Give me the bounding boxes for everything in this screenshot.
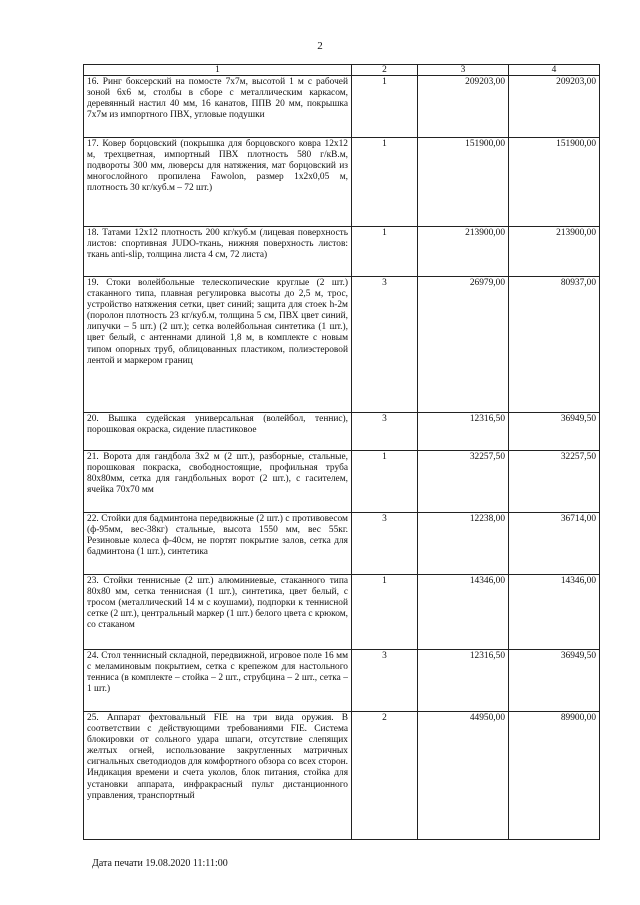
item-total: 32257,50 <box>509 451 600 513</box>
item-description: 17. Ковер борцовский (покрышка для борцовского ковра 12х12 м, трехцветная, импортный ПВХ плотность 580 г/кВ.м, подвороты 300 мм, люверсы для натяжения, мат борцовский из многослойного пропилена Fawolon, размер 1х2х0,05 м, плотность 30 кг/куб.м – 72 шт.) <box>84 138 352 227</box>
table-row <box>84 227 600 277</box>
item-unit-price: 32257,50 <box>418 451 509 513</box>
item-quantity: 3 <box>352 277 418 413</box>
item-description: 20. Вышка судейская универсальная (волейбол, теннис), порошковая окраска, сидение пластиковое <box>84 413 352 451</box>
print-date: Дата печати 19.08.2020 11:11:00 <box>92 858 228 869</box>
item-quantity: 1 <box>352 575 418 650</box>
item-quantity: 3 <box>352 650 418 712</box>
item-description: 23. Стойки теннисные (2 шт.) алюминиевые, стаканного типа 80х80 мм, сетка теннисная (1 шт.), синтетика, цвет белый, с тросом (металлический 14 м с коушами), подпорки к теннисной сетке (2 шт.), центральный маркер (1 шт.) белого цвета с крюком, со стаканом <box>84 575 352 650</box>
item-unit-price: 151900,00 <box>418 138 509 227</box>
item-unit-price: 12316,50 <box>418 650 509 712</box>
column-header: 4 <box>509 65 600 76</box>
table-header-row <box>84 65 600 76</box>
table-row <box>84 513 600 575</box>
table-row <box>84 575 600 650</box>
item-description: 24. Стол теннисный складной, передвижной, игровое поле 16 мм с меламиновым покрытием, сетка с крепежом для настольного тенниса (в комплекте – стойка – 2 шт., струбцина – 2 шт., сетка – 1 шт.) <box>84 650 352 712</box>
item-description: 22. Стойки для бадминтона передвижные (2 шт.) с противовесом (ф-95мм, вес-38кг) стальные, высота 1550 мм, вес 55кг. Резиновые колеса ф-40см, не портят покрытие залов, сетка для бадминтона (1 шт.), синтетика <box>84 513 352 575</box>
item-total: 213900,00 <box>509 227 600 277</box>
item-unit-price: 213900,00 <box>418 227 509 277</box>
item-description: 18. Татами 12х12 плотность 200 кг/куб.м (лицевая поверхность листов: спортивная JUDO-ткань, нижняя поверхность листов: ткань anti-slip, толщина листа 4 см, 72 листа) <box>84 227 352 277</box>
item-description: 21. Ворота для гандбола 3х2 м (2 шт.), разборные, стальные, порошковая покраска, свободностоящие, профильная труба 80х80мм, сетка для гандбольных ворот (2 шт.), с гасителем, ячейка 70х70 мм <box>84 451 352 513</box>
item-unit-price: 12238,00 <box>418 513 509 575</box>
item-total: 36949,50 <box>509 650 600 712</box>
table-row <box>84 650 600 712</box>
item-quantity: 1 <box>352 451 418 513</box>
item-quantity: 1 <box>352 138 418 227</box>
column-header: 2 <box>352 65 418 76</box>
table-row <box>84 277 600 413</box>
table-row <box>84 451 600 513</box>
item-quantity: 3 <box>352 413 418 451</box>
item-quantity: 1 <box>352 227 418 277</box>
item-unit-price: 26979,00 <box>418 277 509 413</box>
item-total: 36714,00 <box>509 513 600 575</box>
item-total: 80937,00 <box>509 277 600 413</box>
table-row <box>84 138 600 227</box>
item-quantity: 1 <box>352 76 418 138</box>
item-total: 14346,00 <box>509 575 600 650</box>
table-row <box>84 76 600 138</box>
item-unit-price: 44950,00 <box>418 712 509 840</box>
item-description: 16. Ринг боксерский на помосте 7х7м, высотой 1 м с рабочей зоной 6х6 м, столбы в сборе с металлическим каркасом, деревянный настил 40 мм, 16 канатов, ППВ 20 мм, покрышка 7х7м из импортного ПВХ, угловые подушки <box>84 76 352 138</box>
item-unit-price: 12316,50 <box>418 413 509 451</box>
item-unit-price: 14346,00 <box>418 575 509 650</box>
item-total: 36949,50 <box>509 413 600 451</box>
item-quantity: 2 <box>352 712 418 840</box>
item-unit-price: 209203,00 <box>418 76 509 138</box>
table-row <box>84 712 600 840</box>
item-description: 19. Стоки волейбольные телескопические круглые (2 шт.) стаканного типа, плавная регулировка высоты до 2,5 м, трос, устройство натяжения сетки, цвет синий; защита для стоек h-2м (поролон плотность 23 кг/куб.м, толщина 5 см, ПВХ цвет синий, липучки – 5 шт.) (2 шт.); сетка волейбольная синтетика (1 шт.), цвет белый, с антеннами длиной 1,8 м, в комплекте с новым типом опорных труб, облицованных пластиком, полиэстеровой лентой и маркером границ <box>84 277 352 413</box>
item-total: 89900,00 <box>509 712 600 840</box>
item-description: 25. Аппарат фехтовальный FIE на три вида оружия. В соответствии с действующими требованиями FIE. Система блокировки от сольного удара шпаги, отсутствие слепящих желтых огней, использование закругленных матричных сигнальных светодиодов для комфортного обзора со всех сторон. Индикация времени и счета уколов, блок питания, стойка для установки аппарата, инфракрасный пульт дистанционного управления, транспортный <box>84 712 352 840</box>
equipment-table <box>83 64 600 840</box>
item-quantity: 3 <box>352 513 418 575</box>
item-total: 209203,00 <box>509 76 600 138</box>
page-number: 2 <box>317 40 323 52</box>
column-header: 1 <box>84 65 352 76</box>
column-header: 3 <box>418 65 509 76</box>
item-total: 151900,00 <box>509 138 600 227</box>
table-row <box>84 413 600 451</box>
